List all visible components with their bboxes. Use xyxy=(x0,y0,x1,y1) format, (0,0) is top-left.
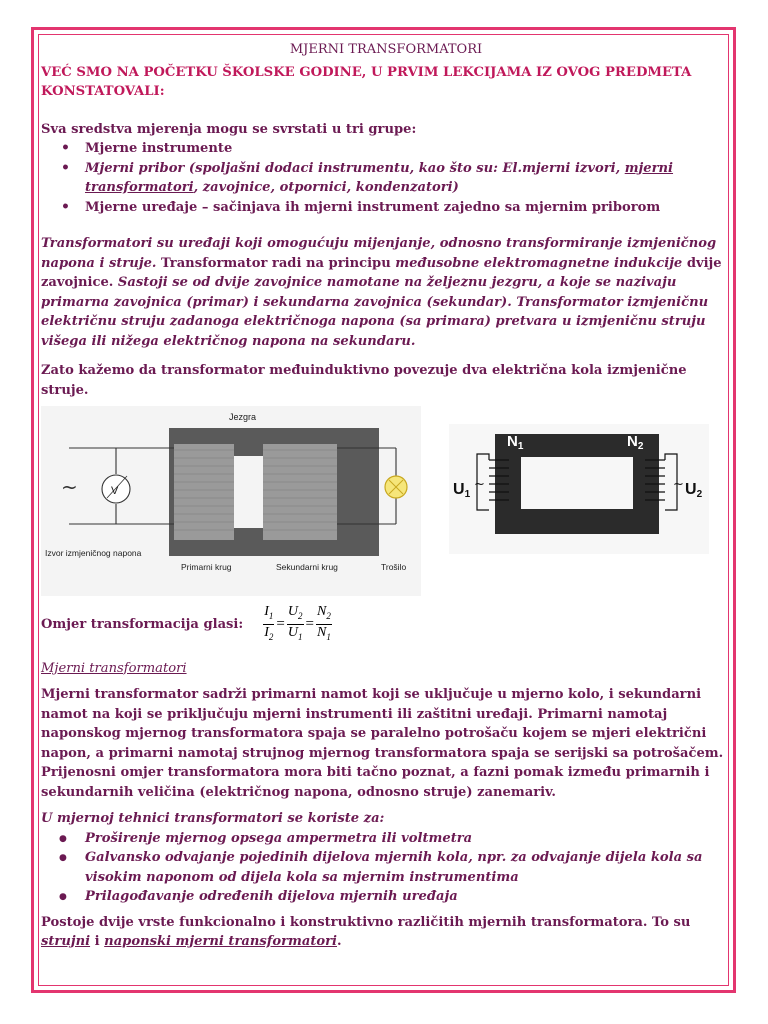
paragraph-conclusion: Zato kažemo da transformator međuinduktivno povezuje dva električna kola izmjenične struje. xyxy=(41,363,687,398)
source-label: Izvor izmjeničnog napona xyxy=(45,548,142,558)
transformer-circuit-figure xyxy=(41,406,421,596)
list-item xyxy=(63,139,731,159)
paragraph-measuring-transformer: Mjerni transformator sadrži primarni namot koji se uključuje u mjerno kolo, i sekundarni namot na koji se priključuju mjerni instrumenti ili zaštitni uređaji. Primarni namotaj naponskog mjernog transformatora spaja se paralelno potrošaču kojem se mjeri električni napon, a primarni namotaj strujnog mjernog transformatora spaja se serijski sa potrošačem. Prijenosni omjer transformatora mora biti tačno poznat, a fazni pomak između primarnih i sekundarnih veličina (električnog napona, odnosno struje) zanemariv. xyxy=(41,687,724,800)
load-label: Trošilo xyxy=(381,562,407,572)
final-b: i xyxy=(90,934,105,950)
formula-label: Omjer transformacija glasi: xyxy=(41,616,244,632)
formula-row xyxy=(41,604,731,645)
mjerni-transformatori-link[interactable]: mjerni transformatori xyxy=(85,160,674,195)
n1-label: $N_1$ xyxy=(507,433,524,452)
strujni-link[interactable]: strujni xyxy=(41,934,91,950)
equals-sign: = xyxy=(276,615,285,632)
fraction-n: $\frac{N_2}{N_1}$ xyxy=(316,604,331,642)
list-item-text: Mjerne uređaje – sačinjava ih mjerni instrument zajedno sa mjernim priborom xyxy=(85,199,661,215)
schematic-window xyxy=(521,457,633,509)
list-item-text: Mjerni pribor (spoljašni dodaci instrumentu, kao što su: El.mjerni izvori, xyxy=(85,160,625,176)
intro-heading: VEĆ SMO NA POČETKU ŠKOLSKE GODINE, U PRVIM LEKCIJAMA IZ OVOG PREDMETA KONSTATOVALI: xyxy=(41,64,692,99)
para1-d: dvije zavojnice. xyxy=(41,255,722,290)
secondary-coil xyxy=(263,444,337,540)
n2-label: $N_2$ xyxy=(627,433,644,452)
section-title: Mjerni transformatori xyxy=(41,660,187,676)
para1-c: međusobne elektromagnetne indukcije xyxy=(395,255,683,271)
list-item: ● Prilagođavanje određenih dijelova mjernih uređaja xyxy=(63,887,731,907)
list-item xyxy=(63,159,731,198)
primary-coil xyxy=(174,444,234,540)
secondary-label: Sekundarni krug xyxy=(276,562,338,572)
transformer-schematic-figure xyxy=(449,424,709,554)
u2-ac-symbol: ~ xyxy=(673,477,684,492)
paragraph-transformers xyxy=(41,234,731,351)
equals-sign: = xyxy=(305,615,314,632)
ac-source-symbol: ~ xyxy=(61,475,78,499)
final-c: . xyxy=(337,934,342,950)
u1-label: U1 xyxy=(453,481,471,500)
para1-a: Transformatori su uređaji koji omogućuju mijenjanje, odnosno transformiranje izmjeničnog napona i struje. xyxy=(41,236,717,271)
document-body xyxy=(41,40,731,952)
uses-intro: U mjernoj tehnici transformatori se koriste za: xyxy=(41,811,385,827)
para1-b: Transformator radi na principu xyxy=(156,255,396,271)
list-item: ● Proširenje mjernog opsega ampermetra ili voltmetra xyxy=(63,829,731,849)
groups-list xyxy=(41,139,731,217)
page-title: MJERNI TRANSFORMATORI xyxy=(289,42,483,57)
core-label: Jezgra xyxy=(229,412,257,422)
fraction-u: $\frac{U_2}{U_1}$ xyxy=(287,604,303,642)
voltmeter-label: V xyxy=(111,485,119,497)
fraction-i: $\frac{I_1}{I_2}$ xyxy=(264,604,274,642)
u1-ac-symbol: ~ xyxy=(474,477,485,492)
primary-label: Primarni krug xyxy=(181,562,232,572)
list-item xyxy=(63,198,731,218)
para1-e: Sastoji se od dvije zavojnice namotane na željeznu jezgru, a koje se nazivaju primarna zavojnica (primar) i sekundarna zavojnica (sekundar). Transformator izmjeničnu električnu struju zadanoga električnoga napona (sa primara) pretvara u izmjeničnu struju višega ili nižega električnog napona na sekundaru. xyxy=(41,275,709,349)
figures-row xyxy=(41,406,731,596)
list-item-text: , zavojnice, otpornici, kondenzatori) xyxy=(193,180,459,195)
naponski-link[interactable]: naponski mjerni transformatori xyxy=(104,934,338,950)
list-item-text: Mjerne instrumente xyxy=(85,141,233,156)
u2-label: U2 xyxy=(685,481,703,500)
groups-intro: Sva sredstva mjerenja mogu se svrstati u tri grupe: xyxy=(41,121,417,137)
list-item: ● Galvansko odvajanje pojedinih dijelova mjernih kola, npr. za odvajanje dijela kola sa visokim naponom od dijela kola sa mjernim instrumentima xyxy=(63,848,731,887)
uses-list xyxy=(41,829,731,907)
final-a: Postoje dvije vrste funkcionalno i konstruktivno različitih mjernih transformatora. To su xyxy=(41,914,691,930)
paragraph-final xyxy=(41,913,731,952)
